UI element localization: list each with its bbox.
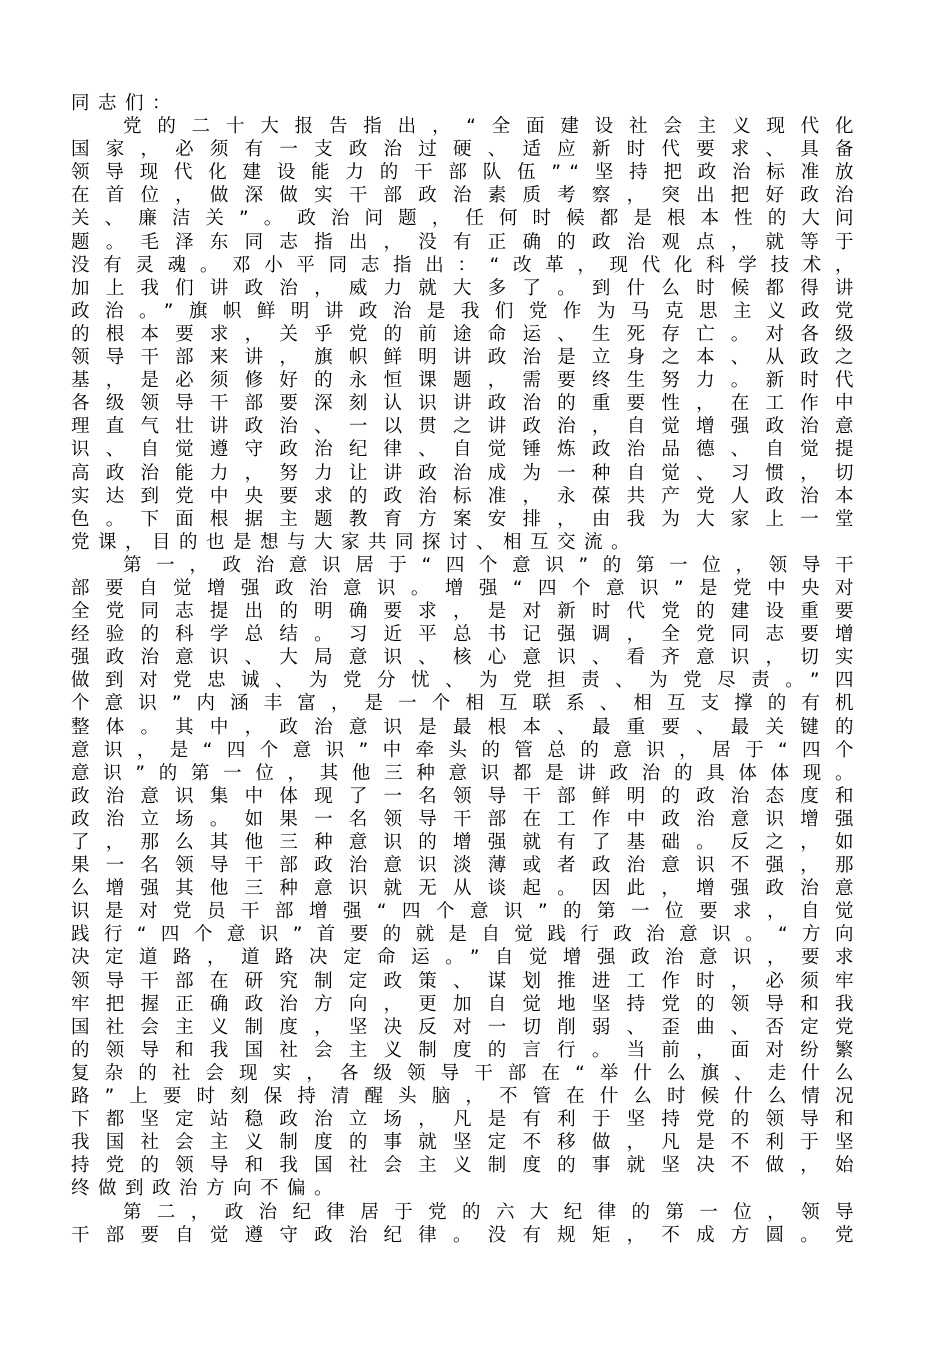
text-line: 么增强其他三种意识就无从谈起。因此，增强政治意 [71, 878, 862, 900]
text-line: 果一名领导干部政治意识淡薄或者政治意识不强，那 [71, 855, 862, 877]
salutation-line: 同志们： [71, 93, 180, 114]
text-line: 党课，目的也是想与大家共同探讨、相互交流。 [71, 531, 639, 553]
text-line: 的领导和我国社会主义制度的言行。当前，面对纷繁 [71, 1039, 862, 1061]
text-line: 部要自觉增强政治意识。增强“四个意识”是党中央对 [71, 577, 862, 599]
text-line: 意识，是“四个意识”中牵头的管总的意识，居于“四个 [71, 739, 862, 761]
text-line: 了，那么其他三种意识的增强就有了基础。反之，如 [71, 832, 862, 853]
speech-text [71, 92, 862, 1247]
text-line: 第一，政治意识居于“四个意识”的第一位，领导干 [123, 554, 862, 576]
text-line: 强政治意识、大局意识、核心意识、看齐意识，切实 [71, 647, 862, 669]
text-line: 实达到党中央要求的政治标准，永葆共产党人政治本 [71, 485, 862, 507]
text-line: 在首位，做深做实干部政治素质考察，突出把好政治 [71, 185, 862, 207]
text-line: 经验的科学总结。习近平总书记强调，全党同志要增 [71, 624, 862, 646]
text-line: 第二，政治纪律居于党的六大纪律的第一位，领导 [123, 1201, 862, 1223]
text-line: 党的二十大报告指出，“全面建设社会主义现代化 [123, 116, 862, 138]
text-line: 领导干部在研究制定政策、谋划推进工作时，必须牢 [71, 970, 862, 992]
text-line: 没有灵魂。邓小平同志指出：“改革，现代化科学技术， [71, 254, 862, 276]
text-line: 复杂的社会现实，各级领导干部在“举什么旗、走什么 [71, 1062, 862, 1084]
text-line: 下都坚定站稳政治立场，凡是有利于坚持党的领导和 [71, 1109, 862, 1131]
text-line: 全党同志提出的明确要求，是对新时代党的建设重要 [71, 601, 862, 623]
text-line: 领导现代化建设能力的干部队伍”“坚持把政治标准放 [71, 162, 862, 184]
text-line: 个意识”内涵丰富，是一个相互联系、相互支撑的有机 [71, 693, 862, 715]
text-line: 决定道路，道路决定命运。”自觉增强政治意识，要求 [71, 947, 862, 969]
text-line: 基，是必须修好的永恒课题，需要终生努力。新时代 [71, 370, 862, 392]
text-line: 关、廉洁关”。政治问题，任何时候都是根本性的大问 [71, 208, 862, 230]
text-line: 题。毛泽东同志指出，没有正确的政治观点，就等于 [71, 231, 862, 253]
text-line: 国社会主义制度，坚决反对一切削弱、歪曲、否定党 [71, 1016, 862, 1038]
text-line: 的根本要求，关乎党的前途命运、生死存亡。对各级 [71, 323, 862, 345]
text-line: 政治。”旗帜鲜明讲政治是我们党作为马克思主义政党 [71, 300, 862, 322]
text-line: 识、自觉遵守政治纪律、自觉锤炼政治品德、自觉提 [71, 439, 862, 461]
text-line: 政治立场。如果一名领导干部在工作中政治意识增强 [71, 808, 862, 830]
text-line: 各级领导干部要深刻认识讲政治的重要性，在工作中 [71, 393, 862, 415]
text-line: 终做到政治方向不偏。 [71, 1178, 342, 1200]
text-line: 路”上要时刻保持清醒头脑，不管在什么时候什么情况 [71, 1086, 862, 1108]
text-line: 领导干部来讲，旗帜鲜明讲政治是立身之本、从政之 [71, 347, 862, 369]
text-line: 践行“四个意识”首要的就是自觉践行政治意识。“方向 [71, 924, 862, 946]
text-line: 做到对党忠诚、为党分忧、为党担责、为党尽责。”四 [71, 670, 862, 692]
text-line: 加上我们讲政治，威力就大多了。到什么时候都得讲 [71, 277, 862, 299]
text-line: 我国社会主义制度的事就坚定不移做，凡是不利于坚 [71, 1132, 862, 1154]
text-line: 色。下面根据主题教育方案安排，由我为大家上一堂 [71, 508, 862, 530]
text-line: 意识”的第一位，其他三种意识都是讲政治的具体体现。 [71, 762, 862, 784]
text-line: 国家，必须有一支政治过硬、适应新时代要求、具备 [71, 139, 862, 161]
text-line: 整体。其中，政治意识是最根本、最重要、最关键的 [71, 716, 862, 738]
text-line: 持党的领导和我国社会主义制度的事就坚决不做，始 [71, 1155, 862, 1177]
text-line: 政治意识集中体现了一名领导干部鲜明的政治态度和 [71, 785, 862, 807]
text-line: 干部要自觉遵守政治纪律。没有规矩，不成方圆。党 [71, 1224, 862, 1246]
text-line: 高政治能力，努力让讲政治成为一种自觉、习惯，切 [71, 462, 862, 484]
text-line: 牢把握正确政治方向，更加自觉地坚持党的领导和我 [71, 993, 862, 1015]
text-line: 识是对党员干部增强“四个意识”的第一位要求，自觉 [71, 901, 862, 923]
text-line: 理直气壮讲政治、一以贯之讲政治，自觉增强政治意 [71, 416, 862, 438]
